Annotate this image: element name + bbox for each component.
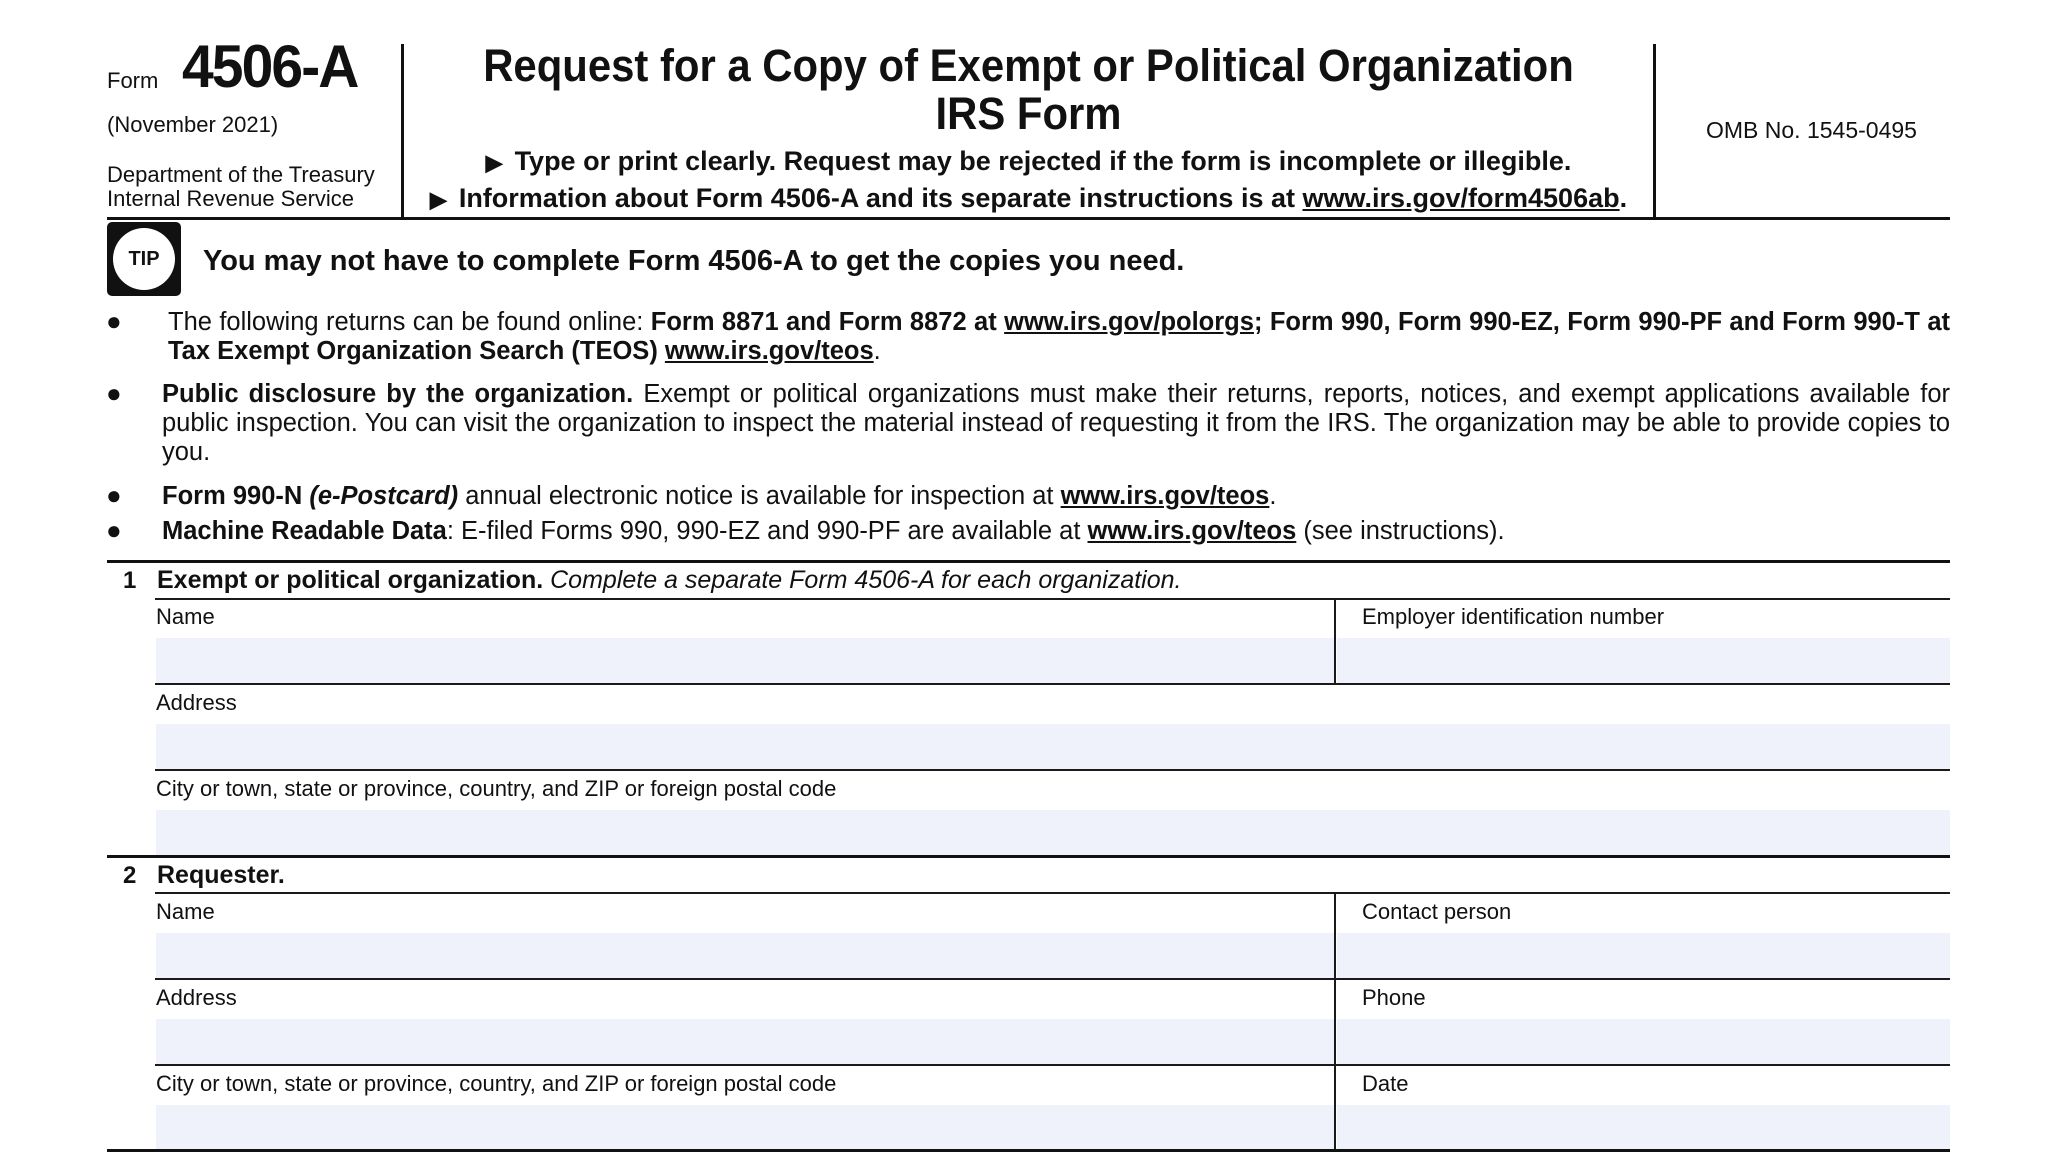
section2-top-rule <box>107 855 1950 858</box>
column-divider <box>1334 893 1336 1152</box>
org-address-label: Address <box>156 690 237 715</box>
section1-title-italic: Complete a separate Form 4506-A for each organization. <box>543 566 1182 594</box>
teos-link[interactable]: www.irs.gov/teos <box>1087 517 1297 545</box>
bullet-bold-text: ; Form 990, Form 990-EZ, Form 990-PF and Form 990-T at Tax Exempt Organization Search (TEOS) <box>168 308 1950 365</box>
date-label: Date <box>1362 1071 1409 1096</box>
agency-name: Internal Revenue Service <box>107 186 355 211</box>
org-name-input[interactable] <box>156 638 1334 683</box>
org-ein-label: Employer identification number <box>1362 604 1665 629</box>
section2-title-bold: Requester. <box>157 861 285 889</box>
bullet-text: Exempt or political organizations must make their returns, reports, notices, and exempt applications available for public inspection. You can visit the organization to inspect the material instead of requesting it from the IRS. The organization may be able to provide copies to you. <box>162 380 1950 466</box>
date-input[interactable] <box>1337 1105 1950 1150</box>
bullet-bold-text: Public disclosure by the organization. <box>162 380 634 408</box>
rule <box>155 1064 1950 1066</box>
bullet-bold-italic-text: (e-Postcard) <box>309 482 459 510</box>
form-number: 4506-A <box>182 33 358 100</box>
phone-label: Phone <box>1362 985 1426 1010</box>
tip-icon: TIP <box>113 228 175 290</box>
bullet-bold-text: Machine Readable Data <box>162 517 447 545</box>
requester-city-input[interactable] <box>156 1105 1334 1150</box>
instruction-text: Information about Form 4506-A and its separate instructions is at <box>458 183 1303 213</box>
instruction-type-clearly <box>402 146 1655 177</box>
rule <box>155 892 1950 894</box>
form-title-line2: IRS Form <box>935 88 1122 139</box>
requester-address-label: Address <box>156 985 237 1010</box>
instruction-text: Type or print clearly. Request may be rejected if the form is incomplete or illegible. <box>514 146 1572 176</box>
instruction-info-link <box>402 183 1655 214</box>
org-city-input[interactable] <box>156 810 1950 855</box>
header-bottom-rule <box>107 217 1950 220</box>
bullet-machine-readable <box>162 517 1950 546</box>
tip-text: You may not have to complete Form 4506-A to get the copies you need. <box>203 245 1185 277</box>
bullet-text: (see instructions). <box>1296 517 1505 545</box>
section1-title-bold: Exempt or political organization. <box>157 566 544 594</box>
period: . <box>1619 183 1628 213</box>
rule <box>155 769 1950 771</box>
form4506ab-link[interactable]: www.irs.gov/form4506ab <box>1302 183 1620 213</box>
issuing-agency <box>107 163 375 211</box>
section1-number: 1 <box>123 567 137 594</box>
bullet-online-returns <box>168 308 1950 366</box>
rule <box>155 683 1950 685</box>
form-word: Form <box>107 68 159 93</box>
org-city-label: City or town, state or province, country, and ZIP or foreign postal code <box>156 776 837 801</box>
arrow-right-icon: ▶ <box>429 187 447 212</box>
bullet-icon: ● <box>106 378 122 408</box>
arrow-right-icon: ▶ <box>485 150 503 175</box>
teos-link[interactable]: www.irs.gov/teos <box>664 337 874 365</box>
section1-title <box>157 566 1181 595</box>
contact-person-label: Contact person <box>1362 899 1512 924</box>
tip-badge <box>107 222 181 296</box>
form-revision-date: (November 2021) <box>107 112 279 137</box>
bullet-text: : E-filed Forms 990, 990-EZ and 990-PF are available at <box>446 517 1088 545</box>
contact-person-input[interactable] <box>1337 933 1950 978</box>
bullet-bold-text: Form 8871 and Form 8872 at <box>650 308 1005 336</box>
period: . <box>1269 482 1277 510</box>
form-title-line1: Request for a Copy of Exempt or Political Organization <box>483 40 1574 91</box>
bullet-icon: ● <box>106 480 122 510</box>
bullet-bold-text: Form 990-N <box>162 482 310 510</box>
rule <box>155 978 1950 980</box>
requester-name-label: Name <box>156 899 215 924</box>
section2-number: 2 <box>123 862 137 889</box>
section2-title <box>157 861 285 890</box>
requester-city-label: City or town, state or province, country, and ZIP or foreign postal code <box>156 1071 837 1096</box>
phone-input[interactable] <box>1337 1019 1950 1064</box>
requester-name-input[interactable] <box>156 933 1334 978</box>
bullet-public-disclosure <box>162 380 1950 467</box>
bullet-text: annual electronic notice is available for inspection at <box>458 482 1061 510</box>
bullet-990n <box>162 482 1950 511</box>
org-address-input[interactable] <box>156 724 1950 770</box>
bullet-icon: ● <box>106 515 122 545</box>
teos-link[interactable]: www.irs.gov/teos <box>1060 482 1270 510</box>
period: . <box>873 337 881 365</box>
section1-top-rule <box>107 560 1950 563</box>
bullet-icon: ● <box>106 306 122 336</box>
department-name: Department of the Treasury <box>107 162 375 187</box>
org-ein-input[interactable] <box>1337 638 1950 683</box>
requester-address-input[interactable] <box>156 1019 1334 1064</box>
rule <box>155 598 1950 600</box>
omb-number: OMB No. 1545-0495 <box>1706 117 1917 143</box>
org-name-label: Name <box>156 604 215 629</box>
polorgs-link[interactable]: www.irs.gov/polorgs <box>1004 308 1254 336</box>
column-divider <box>1334 599 1336 684</box>
bullet-text: The following returns can be found online: <box>168 308 651 336</box>
